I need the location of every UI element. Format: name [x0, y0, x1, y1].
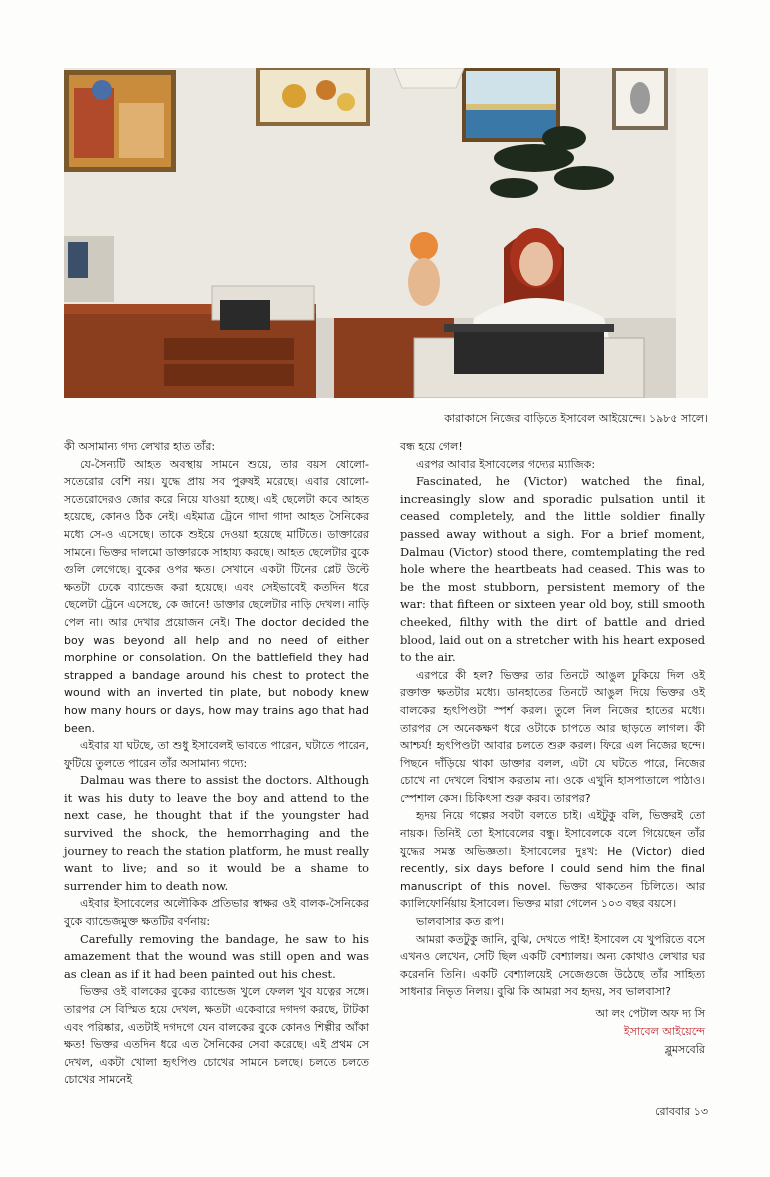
paragraph: ভিক্তর ওই বালকের বুকের ব্যান্ডেজ খুলে ফেলল খুব যত্নের সঙ্গে। তারপর সে বিস্মিত হয়ে দেখল, ক্ষতটা একেবারে দগদগ করছে, টাটকা এবং পরিষ্কার, এতটাই দগদগে যেন বালকের বুকে কোনও শিল্পীর আঁকা ক্ষত! ভিক্তর এতদিন ধরে এত সৈনিকের সেবা করেছে। এই প্রথম সে দেখল, একটা খোলা হৃৎপিণ্ড চোখের সামনে চলছে। চলতে চলতে চোখের সামনেই: [64, 985, 369, 1087]
paragraph: ভালবাসার কত রূপ।: [416, 915, 504, 929]
paragraph: আমরা কতটুকু জানি, বুঝি, দেখতে পাই! ইসাবেল যে খুপরিতে বসে এখনও লেখেন, সেটি ছিল একটি বেশ্যালয়। অন্য কোথাও লেখার ঘর করেননি তিনি। একটি বেশ্যালয়েই সেজেগুজে উঠেছে তাঁর সাহিত্য সাধনার নিভৃত নিলয়। বুঝি কি আমরা সব হৃদয়, সব ভালবাসা?: [400, 932, 705, 999]
paragraph: হৃদয় নিয়ে গল্পের সবটা বলতে চাই। এইটুকু বলি, ভিক্তরই তো নায়ক। তিনিই তো ইসাবেলের বন্ধু। ইসাবেলকে বলে গিয়েছেন তাঁর যুদ্ধের সমস্ত অভিজ্ঞতা। ইসাবেলের দুঃখ: He (Victor) died recently, six days before I could send him the final manuscript of this novel. ভিক্তর থাকতেন চিলিতে। আর ক্যালিফোর্নিয়ায় ইসাবেল। ভিক্তর মারা গেলেন ১০৩ বছর বয়সে।: [400, 809, 705, 911]
article-photo: [64, 68, 708, 398]
book-author: ইসাবেল আইয়েন্দে: [623, 1025, 705, 1038]
paragraph: এরপরে কী হল? ভিক্তর তার তিনটে আঙুল ঢুকিয়ে দিল ওই রক্তাক্ত ক্ষতটার মধ্যে। ডানহাতের তিনটে আঙুল দিয়ে ভিক্তর ওই বালকের হৃৎপিণ্ডটা স্পর্শ করল। তুলে নিল নিজের হাতের মধ্যে। তারপর সে অনেকক্ষণ ধরে ওটাকে চাপতে আর ছাড়তে লাগল। কী আশ্চর্য! হৃৎপিণ্ডটা আবার চলতে শুরু করল। ফিরে এল নিজের ছন্দে। পিছনে দাঁড়িয়ে থাকা ডাক্তার বলল, এটা যে ঘটতে পারে, নিজের চোখে না দেখলে বিশ্বাস করতাম না। ওকে এখুনি হাসপাতালে পাঠাও। স্পেশাল কেস। চিকিৎসা শুরু করব। তারপর?: [400, 668, 705, 805]
left-column: [64, 438, 369, 1089]
photo-caption: কারাকাসে নিজের বাড়িতে ইসাবেল আইয়েন্দে। ১৯৮৫ সালে।: [444, 412, 708, 425]
painting-sketch: [612, 68, 668, 130]
paragraph: বন্ধ হয়ে গেল!: [400, 440, 463, 453]
paragraph: Dalmau was there to assist the doctors. Although it was his duty to leave the boy and attend to the next case, he thought that if the youngster had survived the shock, the hemorrhaging and the journey to reach the station platform, he must really want to live; and so it would be a shame to surrender him to death now.: [64, 773, 369, 893]
writer-photo-illustration: [64, 68, 708, 398]
book-title: আ লং পেটাল অফ দ্য সি: [595, 1007, 705, 1020]
book-publisher: ব্লুমসবেরি: [664, 1043, 705, 1056]
page-number: রোববার ১৩: [655, 1105, 708, 1118]
paragraph: যে-সৈন্যটি আহত অবস্থায় সামনে শুয়ে, তার বয়স ষোলো-সতেরোর বেশি নয়। যুদ্ধে প্রায় সব পুরুষই মরেছে। এবার ষোলো-সতেরোদেরও জোর করে নিয়ে যাওয়া হচ্ছে। এই ছেলেটা কবে আহত হয়েছে, কোনও ঠিক নেই। এইমাত্র ট্রেনে গাদা গাদা আহত সৈনিকের মধ্যে সে-ও এসেছে। তাকে শুইয়ে দেওয়া হয়েছে মাটিতে। ডাক্তারের সামনে। ভিক্তর দালমো ডাক্তারকে সাহায্য করছে। আহত ছেলেটার বুকে গুলি লেগেছে। বুকের ওপর ক্ষত। সেখানে একটা টিনের প্লেট উল্টে ক্ষতটা ঢেকে ব্যান্ডেজ করা হয়েছে। এবং সেইভাবেই কতদিন ধরে ছেলেটা ট্রেনে এসেছে, কে জানে! ডাক্তার ছেলেটার নাড়ি দেখল। নাড়ি পেল না। আর দেখার প্রয়োজন নেই। The doctor decided the boy was beyond all help and no need of either morphine or consolation. On the battlefield they had strapped a bandage around his chest to protect the wound with an inverted tin plate, but nobody knew how many hours or days, how may trains ago that had been.: [64, 457, 369, 735]
paragraph: এরপর আবার ইসাবেলের গদ্যের ম্যাজিক:: [416, 457, 596, 471]
painting-flowers: [256, 68, 370, 126]
painting-left: [64, 70, 176, 172]
book-credit: [400, 1005, 705, 1059]
right-column: [400, 438, 705, 1059]
paragraph: Carefully removing the bandage, he saw to his amazement that the wound was still open and was as clean as if it had been painted out his chest.: [64, 931, 369, 981]
paragraph: এইবার যা ঘটছে, তা শুধু ইসাবেলই ভাবতে পারেন, ঘটাতে পারেন, ফুটিয়ে তুলতে পারেন তাঁর অসামান্য গদ্যে:: [64, 739, 369, 770]
paragraph: Fascinated, he (Victor) watched the final, increasingly slow and sporadic pulsation until it ceased completely, and the little soldier finally passed away without a sigh. For a brief moment, Dalmau (Victor) stood there, comtemplating the red hole where the heartbeats had ceased. This was to be the most stubborn, persistent memory of the war: that fifteen or sixteen year old boy, still smooth cheeked, filthy with the dirt of battle and dried blood, laid out on a stretcher with his heart exposed to the air.: [400, 474, 705, 665]
painting-sea: [462, 68, 560, 142]
paragraph: কী অসামান্য গদ্য লেখার হাত তাঁর:: [64, 440, 216, 453]
paragraph: এইবার ইসাবেলের অলৌকিক প্রতিভার স্বাক্ষর ওই বালক-সৈনিকের বুকে ব্যান্ডেজমুক্ত ক্ষতটির বর্ণনায়:: [64, 897, 369, 929]
